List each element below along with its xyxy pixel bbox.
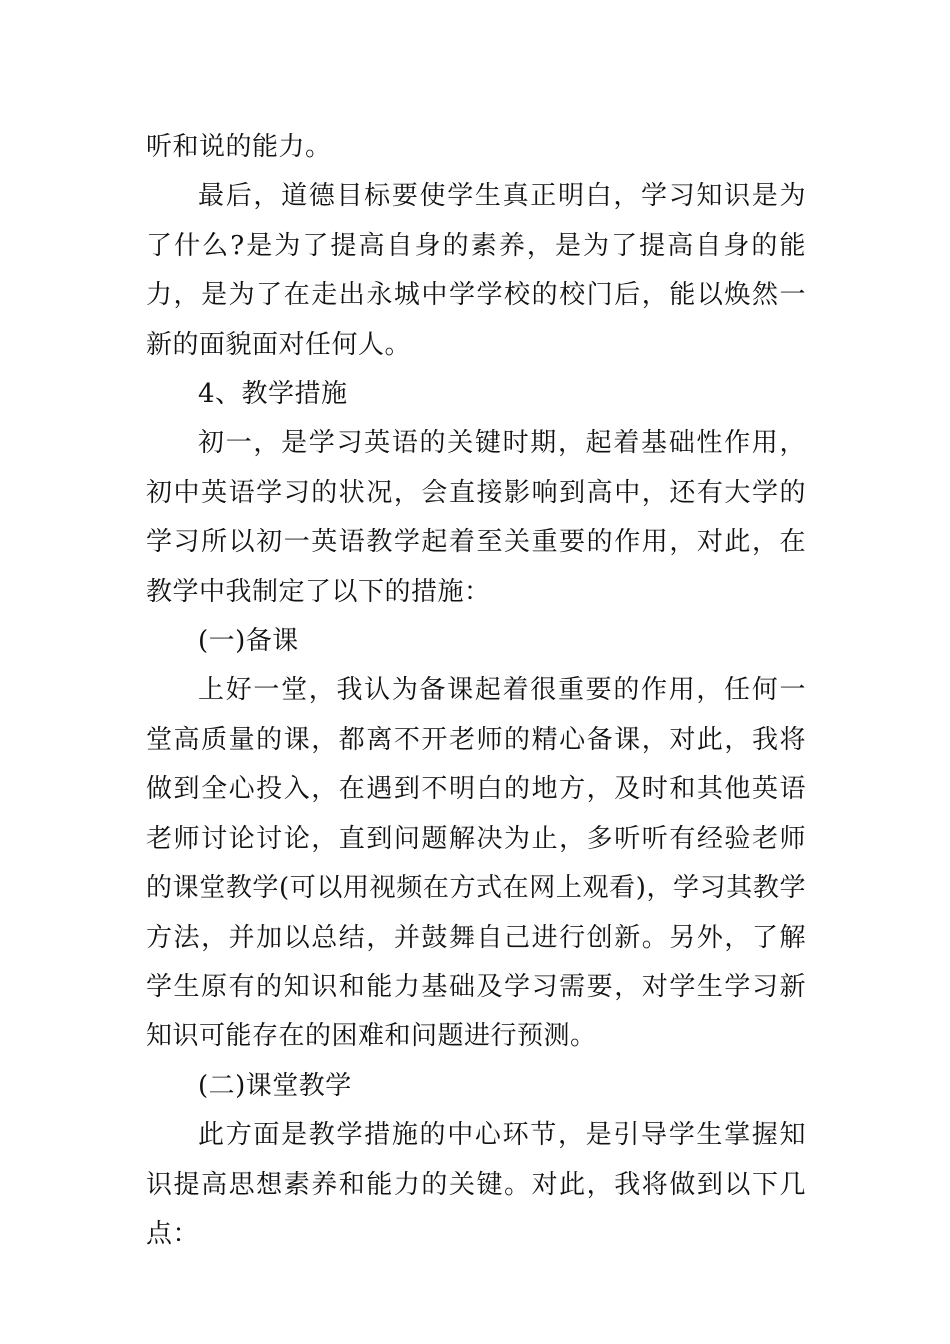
subheading-classroom-teaching: (二)课堂教学 [198,1070,352,1101]
paragraph-grade-one-importance: 初一，是学习英语的关键时期，起着基础性作用，初中英语学习的状况，会直接影响到高中，还有大学的学习所以初一英语教学起着至关重要的作用，对此，在教学中我制定了以下的措施： [146,428,806,607]
paragraph-continuation: 听和说的能力。 [146,132,332,162]
section-heading-teaching-measures: 4、教学措施 [198,379,348,410]
subheading-lesson-preparation: (一)备课 [198,626,299,657]
paragraph-classroom-teaching: 此方面是教学措施的中心环节，是引导学生掌握知识提高思想素养和能力的关键。对此，我将做到以下几点： [146,1120,806,1249]
paragraph-moral-goal: 最后，道德目标要使学生真正明白，学习知识是为了什么?是为了提高自身的素养，是为了提高自身的能力，是为了在走出永城中学学校的校门后，能以焕然一新的面貌面对任何人。 [146,181,806,360]
document-body [146,123,806,1259]
paragraph-lesson-preparation: 上好一堂，我认为备课起着很重要的作用，任何一堂高质量的课，都离不开老师的精心备课，对此，我将做到全心投入，在遇到不明白的地方，及时和其他英语老师讨论讨论，直到问题解决为止，多听听有经验老师的课堂教学(可以用视频在方式在网上观看)，学习其教学方法，并加以总结，并鼓舞自己进行创新。另外，了解学生原有的知识和能力基础及学习需要，对学生学习新知识可能存在的困难和问题进行预测。 [146,675,806,1052]
